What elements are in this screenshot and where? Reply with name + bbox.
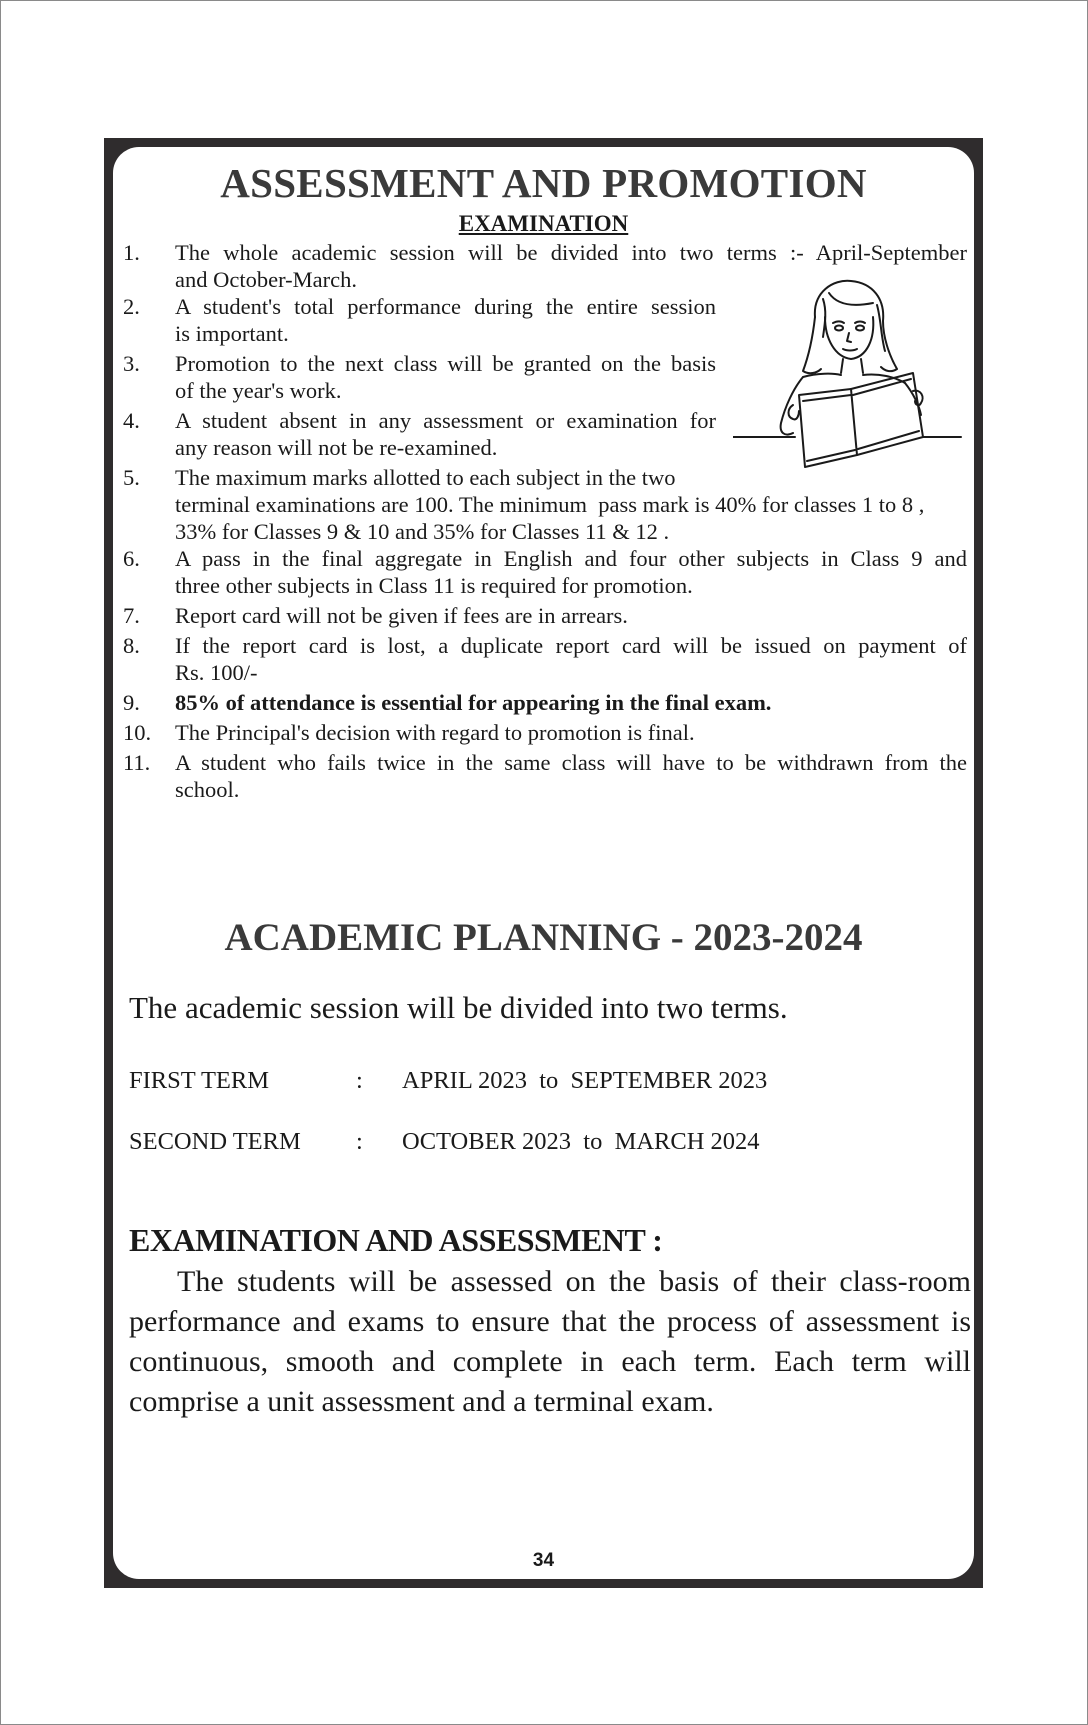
list-item-line: Promotion to the next class will be granted on the basis bbox=[175, 351, 716, 376]
list-item-number: 3. bbox=[123, 351, 140, 376]
list-item-line: The Principal's decision with regard to promotion is final. bbox=[175, 720, 695, 745]
list-item-number: 10. bbox=[123, 720, 152, 745]
list-item-number: 9. bbox=[123, 690, 140, 715]
content-panel bbox=[113, 147, 974, 1579]
list-item-line: three other subjects in Class 11 is required for promotion. bbox=[175, 573, 693, 598]
list-item-line: is important. bbox=[175, 321, 289, 346]
list-item-line: The maximum marks allotted to each subject in the two bbox=[175, 465, 676, 490]
list-item-number: 5. bbox=[123, 465, 140, 490]
list-item-number: 6. bbox=[123, 546, 140, 571]
list-item-line: and October-March. bbox=[175, 267, 357, 292]
exam-assessment-paragraph bbox=[129, 1262, 971, 1422]
list-item-line: A student absent in any assessment or examination for bbox=[175, 408, 716, 433]
exam-assessment-heading: EXAMINATION AND ASSESSMENT : bbox=[129, 1222, 663, 1258]
term-label: FIRST TERM bbox=[129, 1067, 270, 1094]
examination-subheading: EXAMINATION bbox=[458, 211, 629, 236]
term-label: SECOND TERM bbox=[129, 1128, 301, 1155]
term-dates: APRIL 2023 to SEPTEMBER 2023 bbox=[402, 1067, 768, 1094]
term-dates: OCTOBER 2023 to MARCH 2024 bbox=[402, 1128, 760, 1155]
term-colon: : bbox=[356, 1067, 363, 1094]
list-item-number: 4. bbox=[123, 408, 140, 433]
page-number: 34 bbox=[532, 1550, 555, 1571]
list-item-line: 85% of attendance is essential for appearing in the final exam. bbox=[175, 690, 772, 715]
list-item-line: of the year's work. bbox=[175, 378, 342, 403]
list-item-line: terminal examinations are 100. The minimum pass mark is 40% for classes 1 to 8 , bbox=[175, 492, 925, 517]
list-item-line: A pass in the final aggregate in English and four other subjects in Class 9 and bbox=[175, 546, 967, 571]
session-intro-text: The academic session will be divided into two terms. bbox=[129, 990, 788, 1025]
term-colon: : bbox=[356, 1128, 363, 1155]
list-item-line: school. bbox=[175, 777, 240, 802]
list-item-line: 33% for Classes 9 & 10 and 35% for Classes 11 & 12 . bbox=[175, 519, 670, 544]
section-title-assessment: ASSESSMENT AND PROMOTION bbox=[220, 160, 867, 206]
list-item-line: The whole academic session will be divided into two terms :- April-September bbox=[175, 240, 967, 265]
list-item-line: Report card will not be given if fees are in arrears. bbox=[175, 603, 628, 628]
list-item-number: 11. bbox=[123, 750, 151, 775]
list-item-line: Rs. 100/- bbox=[175, 660, 258, 685]
list-item-line: A student who fails twice in the same class will have to be withdrawn from the bbox=[175, 750, 967, 775]
list-item-number: 7. bbox=[123, 603, 140, 628]
exam-assessment-text: The students will be assessed on the basis of their class-room performance and exams to ensure that the process of assessment is continuous, smooth and complete in each term. Each term will comprise a unit assessment and a terminal exam. bbox=[129, 1265, 971, 1418]
list-item-number: 1. bbox=[123, 240, 140, 265]
section-title-academic-planning: ACADEMIC PLANNING - 2023-2024 bbox=[224, 916, 863, 959]
girl-reading-illustration bbox=[733, 277, 963, 477]
list-item-line: A student's total performance during the entire session bbox=[175, 294, 716, 319]
list-item-number: 8. bbox=[123, 633, 140, 658]
list-item-line: If the report card is lost, a duplicate report card will be issued on payment of bbox=[175, 633, 967, 658]
list-item-number: 2. bbox=[123, 294, 140, 319]
list-item-line: any reason will not be re-examined. bbox=[175, 435, 498, 460]
